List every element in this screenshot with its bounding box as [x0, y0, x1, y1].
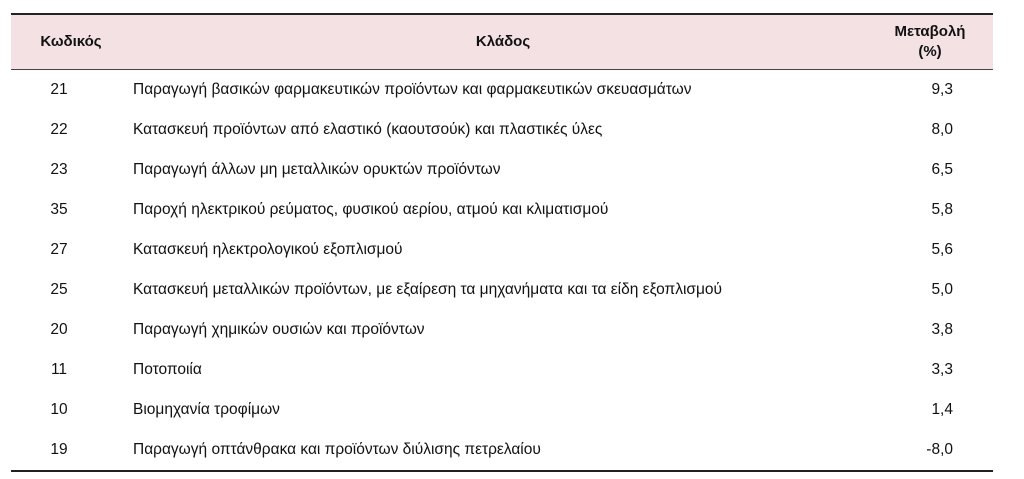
header-change-line1: Μεταβολή	[894, 23, 966, 40]
table-row	[11, 430, 993, 471]
header-sector: Κλάδος	[131, 14, 875, 70]
row-sector: Παραγωγή χημικών ουσιών και προϊόντων	[133, 321, 425, 338]
sector-change-table	[11, 13, 993, 472]
table-header	[11, 14, 993, 70]
row-change: 5,8	[931, 201, 953, 218]
table-row	[11, 110, 993, 150]
row-code: 35	[50, 201, 68, 218]
row-code: 11	[50, 361, 68, 378]
sector-change-table-container	[11, 13, 993, 472]
table-row	[11, 230, 993, 270]
row-change: 3,8	[931, 321, 953, 338]
row-sector: Παροχή ηλεκτρικού ρεύματος, φυσικού αερίου, ατμού και κλιματισμού	[133, 201, 609, 218]
row-change: 1,4	[931, 401, 953, 418]
row-code: 27	[50, 241, 68, 258]
header-change	[875, 14, 993, 70]
row-change: 8,0	[931, 121, 953, 138]
row-change: 3,3	[931, 361, 953, 378]
table-body	[11, 70, 993, 472]
row-change: 9,3	[931, 81, 953, 98]
row-change: 5,6	[931, 241, 953, 258]
row-code: 20	[50, 321, 68, 338]
row-code: 25	[50, 281, 68, 298]
row-code: 22	[50, 121, 68, 138]
row-sector: Παραγωγή οπτάνθρακα και προϊόντων διύλισης πετρελαίου	[131, 430, 875, 471]
header-code: Κωδικός	[11, 14, 131, 70]
row-sector: Παραγωγή άλλων μη μεταλλικών ορυκτών προϊόντων	[133, 161, 501, 178]
row-code: 23	[50, 161, 68, 178]
row-sector: Κατασκευή μεταλλικών προϊόντων, με εξαίρεση τα μηχανήματα και τα είδη εξοπλισμού	[133, 281, 722, 298]
table-row	[11, 350, 993, 390]
row-code: 10	[50, 401, 68, 418]
header-row	[11, 14, 993, 70]
row-sector: Κατασκευή ηλεκτρολογικού εξοπλισμού	[133, 241, 403, 258]
row-sector: Κατασκευή προϊόντων από ελαστικό (καουτσούκ) και πλαστικές ύλες	[133, 121, 603, 138]
row-sector: Παραγωγή βασικών φαρμακευτικών προϊόντων και φαρμακευτικών σκευασμάτων	[133, 81, 692, 98]
table-row	[11, 150, 993, 190]
table-row	[11, 310, 993, 350]
row-sector: Βιομηχανία τροφίμων	[133, 401, 280, 418]
table-row	[11, 190, 993, 230]
row-sector: Ποτοποιία	[133, 361, 202, 378]
row-code: 19	[11, 430, 131, 471]
row-code: 21	[50, 81, 68, 98]
row-change: -8,0	[875, 430, 993, 471]
table-row	[11, 390, 993, 430]
table-row	[11, 270, 993, 310]
header-change-line2: (%)	[918, 43, 942, 60]
table-row	[11, 70, 993, 111]
row-change: 6,5	[931, 161, 953, 178]
row-change: 5,0	[931, 281, 953, 298]
